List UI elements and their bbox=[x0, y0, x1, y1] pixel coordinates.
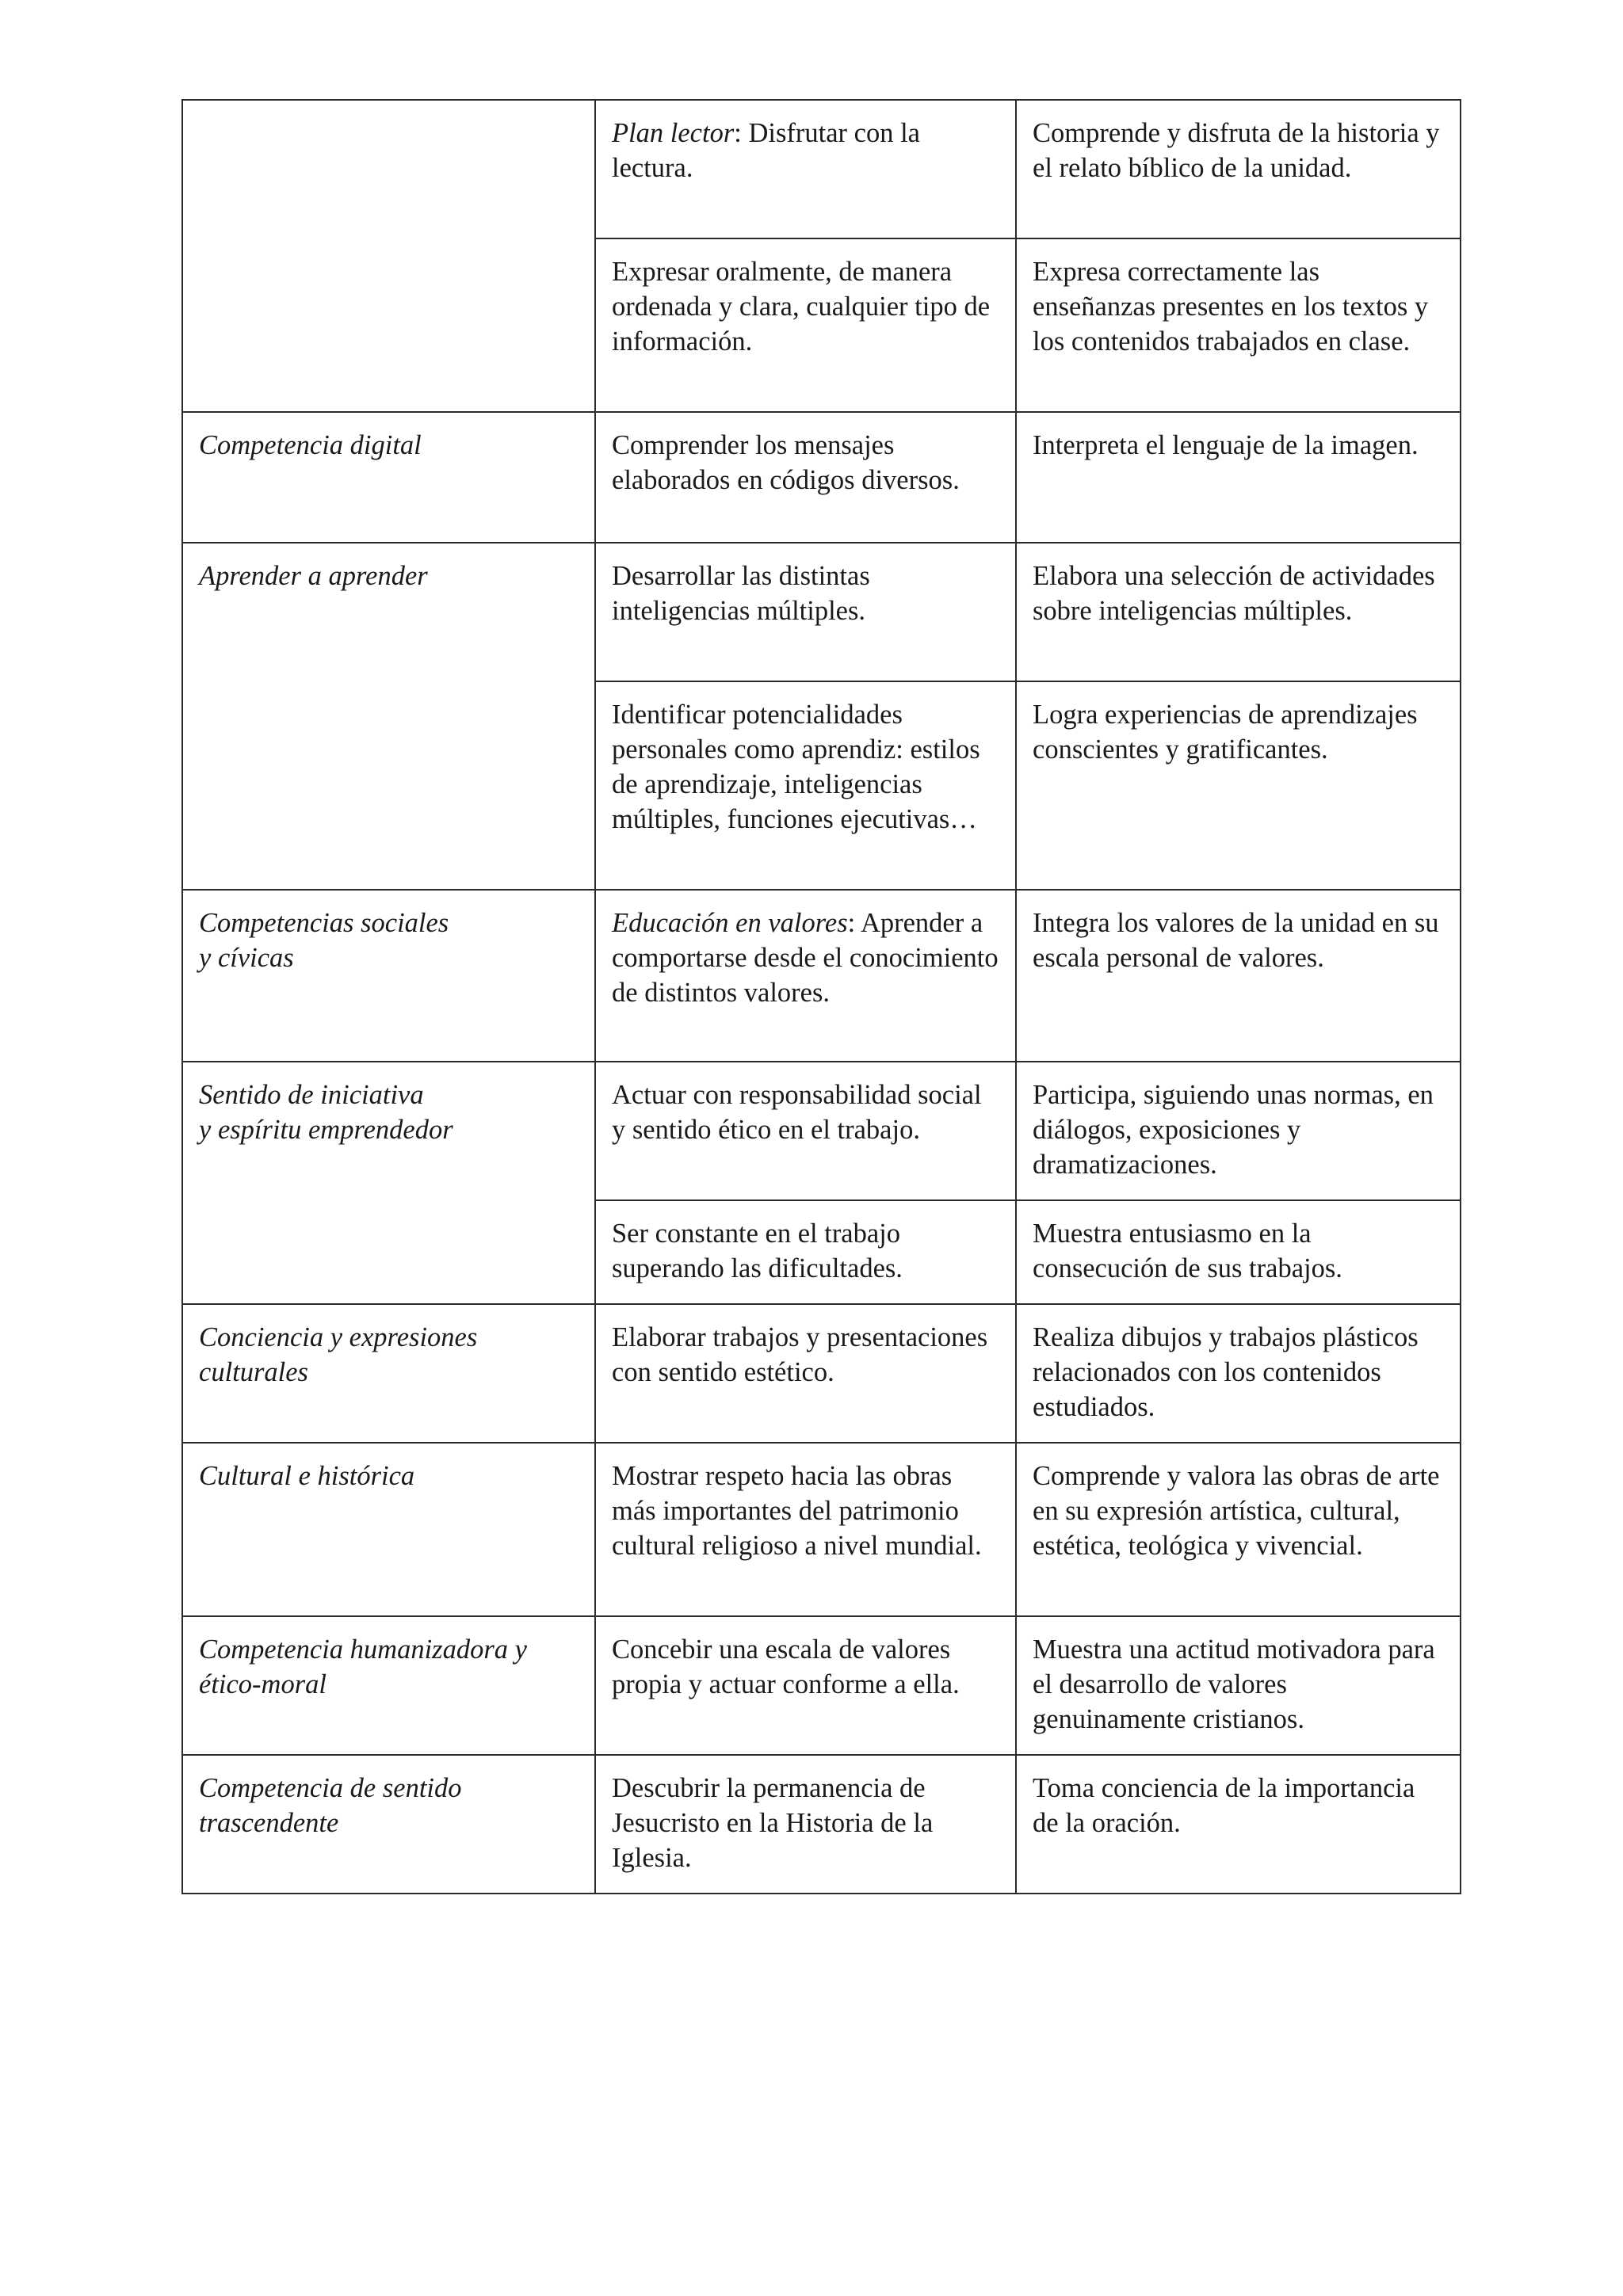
competence-cell bbox=[182, 100, 595, 412]
competence-cell: Competencia humanizadora y ético-moral bbox=[182, 1616, 595, 1755]
table-row bbox=[182, 1443, 1461, 1616]
indicator-cell: Participa, siguiendo unas normas, en diálogos, exposiciones y dramatizaciones. bbox=[1016, 1062, 1461, 1200]
competence-cell: Sentido de iniciativa y espíritu emprendedor bbox=[182, 1062, 595, 1304]
indicator-cell: Comprende y disfruta de la historia y el relato bíblico de la unidad. bbox=[1016, 100, 1461, 238]
indicator-cell: Realiza dibujos y trabajos plásticos relacionados con los contenidos estudiados. bbox=[1016, 1304, 1461, 1443]
objective-cell: Elaborar trabajos y presentaciones con sentido estético. bbox=[595, 1304, 1016, 1443]
competence-cell: Competencias sociales y cívicas bbox=[182, 890, 595, 1062]
indicator-cell: Expresa correctamente las enseñanzas presentes en los textos y los contenidos trabajados en clase. bbox=[1016, 238, 1461, 412]
table-row bbox=[182, 1062, 1461, 1200]
objective-cell: Mostrar respeto hacia las obras más importantes del patrimonio cultural religioso a nivel mundial. bbox=[595, 1443, 1016, 1616]
objective-cell bbox=[595, 890, 1016, 1062]
objective-cell: Descubrir la permanencia de Jesucristo en la Historia de la Iglesia. bbox=[595, 1755, 1016, 1894]
objective-cell: Concebir una escala de valores propia y actuar conforme a ella. bbox=[595, 1616, 1016, 1755]
competencies-table bbox=[181, 99, 1461, 1894]
objective-cell: Identificar potencialidades personales como aprendiz: estilos de aprendizaje, inteligencias múltiples, funciones ejecutivas… bbox=[595, 681, 1016, 890]
objective-cell: Actuar con responsabilidad social y sentido ético en el trabajo. bbox=[595, 1062, 1016, 1200]
objective-lead: Educación en valores bbox=[612, 908, 848, 938]
indicator-cell: Elabora una selección de actividades sobre inteligencias múltiples. bbox=[1016, 543, 1461, 681]
competence-cell: Competencia de sentido trascendente bbox=[182, 1755, 595, 1894]
objective-cell: Desarrollar las distintas inteligencias múltiples. bbox=[595, 543, 1016, 681]
objective-text: : Aprender a comportarse desde el conocimiento de distintos valores. bbox=[612, 908, 999, 1008]
objective-text: : Disfrutar con la lectura. bbox=[612, 118, 920, 183]
indicator-cell: Logra experiencias de aprendizajes conscientes y gratificantes. bbox=[1016, 681, 1461, 890]
indicator-cell: Interpreta el lenguaje de la imagen. bbox=[1016, 412, 1461, 543]
table-row bbox=[182, 1304, 1461, 1443]
objective-cell: Ser constante en el trabajo superando las dificultades. bbox=[595, 1200, 1016, 1304]
indicator-cell: Integra los valores de la unidad en su escala personal de valores. bbox=[1016, 890, 1461, 1062]
competence-cell: Aprender a aprender bbox=[182, 543, 595, 890]
competence-cell: Competencia digital bbox=[182, 412, 595, 543]
competence-cell: Cultural e histórica bbox=[182, 1443, 595, 1616]
indicator-cell: Comprende y valora las obras de arte en su expresión artística, cultural, estética, teológica y vivencial. bbox=[1016, 1443, 1461, 1616]
indicator-cell: Muestra una actitud motivadora para el desarrollo de valores genuinamente cristianos. bbox=[1016, 1616, 1461, 1755]
objective-lead: Plan lector bbox=[612, 118, 735, 148]
table-row bbox=[182, 1755, 1461, 1894]
table-row bbox=[182, 890, 1461, 1062]
table-row bbox=[182, 1616, 1461, 1755]
competence-cell: Conciencia y expresiones culturales bbox=[182, 1304, 595, 1443]
indicator-cell: Toma conciencia de la importancia de la oración. bbox=[1016, 1755, 1461, 1894]
objective-cell bbox=[595, 100, 1016, 238]
objective-cell: Expresar oralmente, de manera ordenada y clara, cualquier tipo de información. bbox=[595, 238, 1016, 412]
table-row bbox=[182, 412, 1461, 543]
table-row bbox=[182, 543, 1461, 681]
table-row bbox=[182, 100, 1461, 238]
objective-cell: Comprender los mensajes elaborados en códigos diversos. bbox=[595, 412, 1016, 543]
indicator-cell: Muestra entusiasmo en la consecución de sus trabajos. bbox=[1016, 1200, 1461, 1304]
